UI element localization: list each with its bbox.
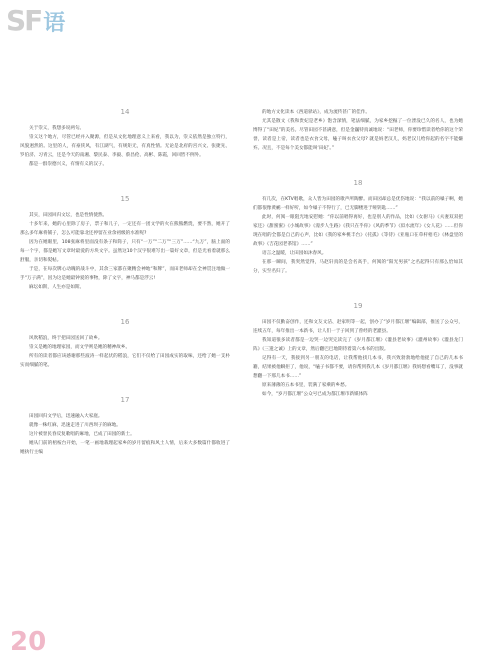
paragraph: 原来薄薄的五本书里，装满了家乘的乡愁。 [262, 383, 350, 388]
article-section [253, 108, 463, 153]
right-column [253, 108, 463, 425]
section-number: 15 [120, 195, 130, 203]
paragraph: 风吹稻浪，终于把田园送回了故乡。 [29, 336, 103, 341]
paragraph: 于是，在每次牌心动魄的战斗中，其余三家都在聚精会神地“和牌”，而田老师却在全神贯注地做一手“万子满”，因为这是她最钟爱的事物，除了文字，神马都是浮云! [20, 267, 230, 281]
magazine-logo [6, 4, 63, 37]
paragraph: 记得有一天，我接到另一朋友的电话，让我帮他找几本书，我兴致勃勃地给他捉了自己的几本书籍，结果被他瞬拒了，他说，“嗑子书都不要，请你帮到我几本《岁月都江堰》我妈想看嘴耳了，没事就想翻一下那几本书……” [253, 356, 463, 379]
paragraph: 崇义是她的地理家园，而文学则是她的精神故乡。 [29, 345, 131, 350]
section-number: 19 [353, 302, 363, 310]
paragraph: 此时，何阅一眼阻光地安慰她：“你以前唱得再好，也是别人的作品，比如《女驸马》《夫妻双双把家还》《甜蜜蜜》《小城故事》《漫步人生路》《我只在乎你》《风的季节》《似水流年》《女人花》……但你现在唱的全都是自己的心声，比如《我的家乡桃丰台》《托孤》《等待》《亚瓶口在草杆梧毛》《林盘里的故事》《吉花园老茶馆》……” [253, 215, 463, 247]
article-section [20, 396, 230, 457]
section-number: 17 [120, 396, 130, 404]
article-section [20, 195, 230, 292]
paragraph: 语言之温暖，让田园如沐春风。 [262, 251, 327, 256]
section-number: 14 [120, 108, 130, 116]
paragraph: 田园不仅勤奋创作，还和文友文洁、赵家明等一起，创办了“岁月都江堰”编辑部，推送了公众号，连续五年，每年推出一本新书，让人们一于子回到了曾经的老灌县。 [253, 320, 463, 334]
paragraph: 都是一群崇德兴义，有情有义的汉子。 [29, 162, 108, 167]
paragraph: 崇义这个地方，尽管已经并入聚源，但是从文化地理意义上来看，我以为，崇义依然是独立特行，风貌迥然的。这里的人，有豪侠风，有江湖气，有规矩无，有真性情。无论是北府的宫兴文、张捷先、罗伯济、习青云，还是今天的南湘、黎民泰、李毅、蔡昌伦、高彬、陈霞，回回皆不例外。 [20, 135, 230, 158]
paragraph: 尤其是散文《我和贵妃是老乡》饱含深情，笔法细腻，为家乡挖掘了一位湮没已久的名人，也为她博得了“田妃”的美名。尽管田园不甚满意，但是金巍特真诚地说：“田老师，你要珍惜读者给你的这个荣誉，读者是上帝，读者也是衣食父母，嗑子叫衣食父母? 就是妈老汉儿，妈老汉儿给你起的名字不能嫌弃。况且，不是每个美女都能叫‘田妃’。” [253, 119, 463, 151]
paragraph: 关于崇义，我想多说两句。 [29, 126, 85, 131]
paragraph: 她从门前的梧桉台开始，一笔一画地栽理起家乡的岁月留痕和风土人情，后来大多数篇什都收进了她执行主编 [20, 441, 230, 455]
logo-glyph: 语 [43, 11, 64, 36]
paragraph: 十多年来，她的心里除了房子，票子和儿子，一定还有一团文学的火在熊熊燃烧，要不然，她开了那么多年麻将铺子，怎么可能靠北还停留在业余初级的水准呢? [20, 222, 230, 236]
section-number: 18 [353, 179, 363, 187]
paragraph: 就像一株红麻，迅速走进了川西坝子的麻地。 [29, 423, 121, 428]
paragraph: 所有的读者都应该感谢那些波涛一样起伏的稻浪，它们不仅给了田园成实的取味，还给了她一支朴实而细腻的笔。 [20, 354, 230, 368]
article-section [20, 108, 230, 169]
logo-letters: SF [6, 4, 42, 37]
paragraph: 麻坛如斯，人生亦是如斯。 [29, 285, 85, 290]
paragraph: 因为在她眼里，108张麻将里面没有条子和筒子，只有“一万”“二万”“三万”……“九万”，脑上面的每一个字，都是她写文章时最爱的方块文字。虽然这10个汉字很难写出一篇好文章，但是光看着就那么舒服，亲切和熨帖。 [20, 240, 230, 263]
paragraph: 我知道很多读者都是一边哭一边哭完读完了《岁月都江堰》《灌县老故事》《灌州故事》《灌县龙门阵》《三遗之诚》上的文章，然后翻巴巴地期待着第六本书的出版。 [253, 338, 463, 352]
paragraph: 田园回归文学后，迅速融入大家庭。 [29, 414, 103, 419]
article-section [253, 179, 463, 276]
left-column [20, 108, 230, 483]
article-section [253, 302, 463, 399]
paragraph: 其实，田园回归文坛，也是性情使然。 [29, 213, 108, 218]
paragraph: 的地方文化读本《西道驿站》，成为流传甚广的佳作。 [262, 110, 370, 115]
paragraph: 在那一瞬间，我突然觉得，马赵轩真的是会名高手，何阅的“阳光男孩”之名起得只有那么恰如其分，实至名归了。 [253, 260, 463, 274]
paragraph: 如今，“岁月都江堰”公众号已成为都江堰市新媒体阵 [262, 392, 368, 397]
paragraph: 有几次，在KTV唱歌，众人皆为田园的歌声所陶醉。而田园却总是优伤地说：“我以前的嗓子啊，她们都很像黄鹂一样好听，如今嗓子不得行了，已无脚楼进于哑钥匙……” [253, 197, 463, 211]
section-number: 16 [120, 318, 130, 326]
page-number: 20 [10, 627, 47, 657]
paragraph: 这片被誉民春反复歌唱的麻地，已成了田园的新土。 [29, 432, 135, 437]
article-section [20, 318, 230, 370]
